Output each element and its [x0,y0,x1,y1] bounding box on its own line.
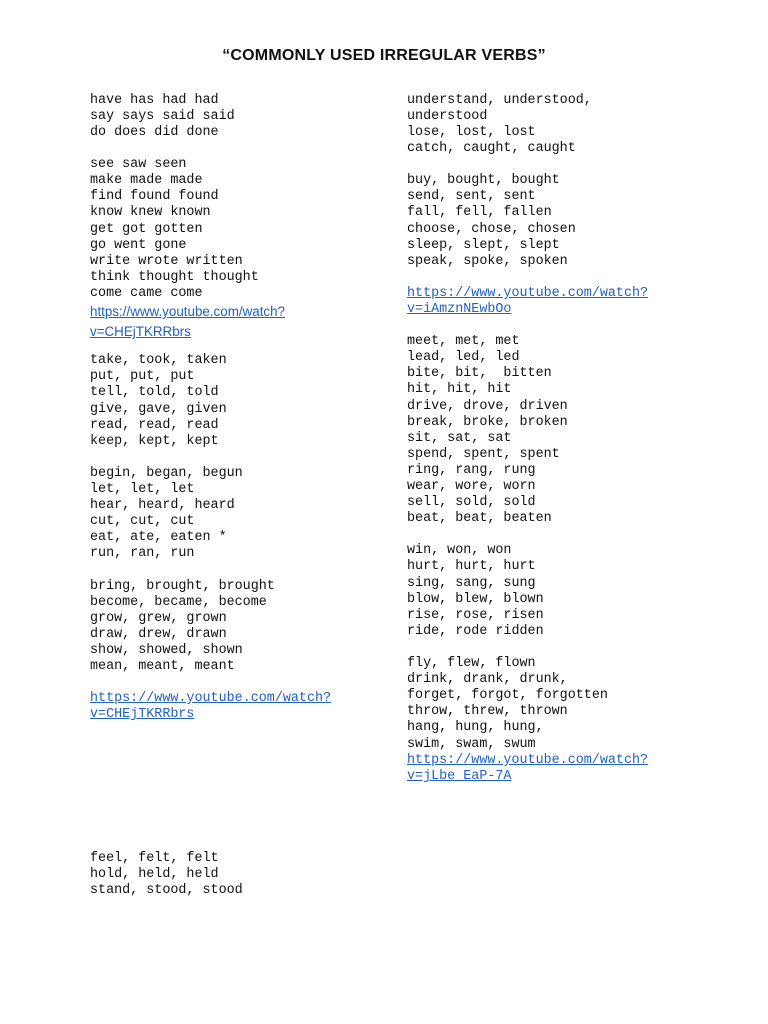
verb-line: tell, told, told [90,385,219,400]
verb-line: become, became, become [90,595,267,610]
verb-line: send, sent, sent [407,189,536,204]
verb-line: meet, met, met [407,334,520,349]
verb-line: spend, spent, spent [407,447,560,462]
verb-line: fly, flew, flown [407,656,536,671]
verb-line: mean, meant, meant [90,659,235,674]
verb-line: lose, lost, lost [407,125,536,140]
verb-line: hurt, hurt, hurt [407,559,536,574]
verb-line: catch, caught, caught [407,141,576,156]
verb-line: run, ran, run [90,546,195,561]
verb-line: go went gone [90,238,187,253]
verb-line: come came come [90,286,203,301]
verb-line: think thought thought [90,270,259,285]
verb-line: show, showed, shown [90,643,243,658]
verb-line: speak, spoke, spoken [407,254,568,269]
verb-line: wear, wore, worn [407,479,536,494]
verb-line: win, won, won [407,543,512,558]
verb-line: beat, beat, beaten [407,511,552,526]
verb-line: have has had had [90,93,219,108]
verb-line: understood [407,109,488,124]
verb-line: lead, led, led [407,350,520,365]
verb-line: sell, sold, sold [407,495,536,510]
youtube-link[interactable]: https://www.youtube.com/watch? [407,753,649,768]
verb-line: ring, rang, rung [407,463,536,478]
verb-line: take, took, taken [90,353,227,368]
verb-line: do does did done [90,125,219,140]
verb-line: grow, grew, grown [90,611,227,626]
verb-line: let, let, let [90,482,195,497]
verb-line: sit, sat, sat [407,431,512,446]
verb-line: find found found [90,189,219,204]
verb-line: keep, kept, kept [90,434,219,449]
verb-line: bite, bit, bitten [407,366,552,381]
verb-line: feel, felt, felt [90,851,219,866]
verb-line: buy, bought, bought [407,173,560,188]
youtube-link[interactable]: v=CHEjTKRRbrs [90,324,191,339]
verb-line: make made made [90,173,203,188]
verb-line: sing, sang, sung [407,576,536,591]
youtube-link[interactable]: https://www.youtube.com/watch? [90,304,286,319]
youtube-link[interactable]: v=jLbe_EaP-7A [407,769,512,784]
verb-line: understand, understood, [407,93,592,108]
verb-line: stand, stood, stood [90,883,243,898]
verb-line: give, gave, given [90,402,227,417]
verb-line: cut, cut, cut [90,514,195,529]
youtube-link[interactable]: https://www.youtube.com/watch? [407,286,649,301]
verb-line: see saw seen [90,157,187,172]
page-title: “COMMONLY USED IRREGULAR VERBS” [222,47,546,64]
verb-line: draw, drew, drawn [90,627,227,642]
verb-line: drink, drank, drunk, [407,672,568,687]
verb-line: get got gotten [90,222,203,237]
verb-line: hear, heard, heard [90,498,235,513]
youtube-link[interactable]: v=CHEjTKRRbrs [90,707,195,722]
verb-line: say says said said [90,109,235,124]
verb-line: break, broke, broken [407,415,568,430]
verb-line: sleep, slept, slept [407,238,560,253]
verb-line: drive, drove, driven [407,399,568,414]
verb-line: throw, threw, thrown [407,704,568,719]
verb-line: ride, rode ridden [407,624,544,639]
verb-line: rise, rose, risen [407,608,544,623]
verb-line: bring, brought, brought [90,579,275,594]
verb-line: hit, hit, hit [407,382,512,397]
verb-line: hang, hung, hung, [407,720,544,735]
verb-line: begin, began, begun [90,466,243,481]
youtube-link[interactable]: v=iAmznNEwbOo [407,302,512,317]
verb-line: choose, chose, chosen [407,222,576,237]
verb-line: hold, held, held [90,867,219,882]
verb-line: eat, ate, eaten * [90,530,227,545]
verb-line: forget, forgot, forgotten [407,688,608,703]
verb-line: read, read, read [90,418,219,433]
youtube-link[interactable]: https://www.youtube.com/watch? [90,691,332,706]
verb-line: know knew known [90,205,211,220]
verb-line: blow, blew, blown [407,592,544,607]
verb-line: swim, swam, swum [407,737,536,752]
verb-line: fall, fell, fallen [407,205,552,220]
verb-line: put, put, put [90,369,195,384]
verb-line: write wrote written [90,254,243,269]
